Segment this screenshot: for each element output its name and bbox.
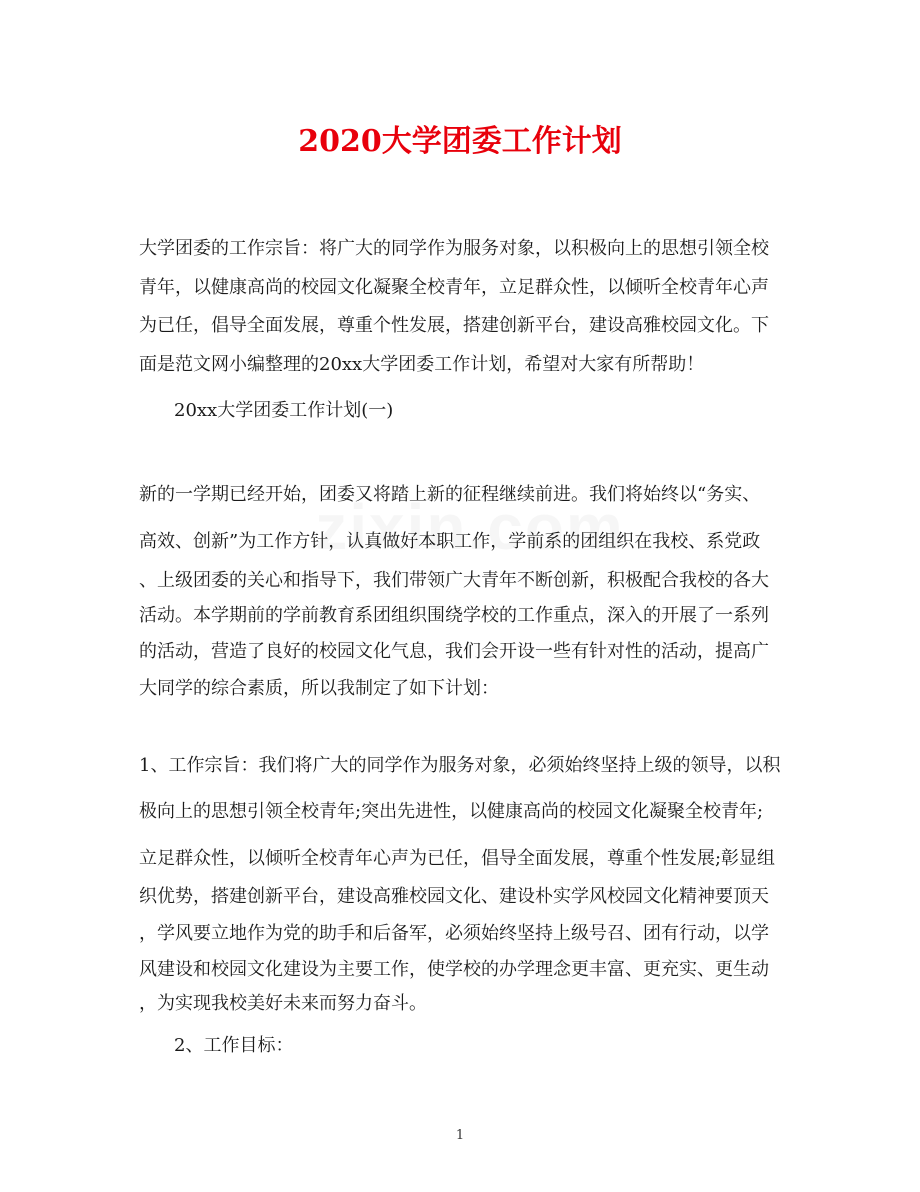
section-heading: 2、工作目标： [174,1035,294,1056]
paragraph-line: 面是范文网小编整理的20xx大学团委工作计划，希望对大家有所帮助！ [139,354,705,375]
paragraph-line: 大同学的综合素质，所以我制定了如下计划： [139,678,499,699]
paragraph-line: 1、工作宗旨：我们将广大的同学作为服务对象，必须始终坚持上级的领导，以积 [139,755,781,776]
paragraph-line: 新的一学期已经开始，团委又将踏上新的征程继续前进。我们将始终以“务实、 [139,484,761,505]
section-heading: 20xx大学团委工作计划(一) [174,400,394,421]
paragraph-line: 立足群众性，以倾听全校青年心声为已任，倡导全面发展，尊重个性发展;彰显组 [139,848,776,869]
paragraph-line: 风建设和校园文化建设为主要工作，使学校的办学理念更丰富、更充实、更生动 [139,959,769,980]
paragraph-line: 织优势，搭建创新平台，建设高雅校园文化、建设朴实学风校园文化精神要顶天 [139,886,769,907]
paragraph-line: 的活动，营造了良好的校园文化气息，我们会开设一些有针对性的活动，提高广 [139,641,769,662]
paragraph-line: 大学团委的工作宗旨：将广大的同学作为服务对象，以积极向上的思想引领全校 [139,238,769,259]
paragraph-line: 青年，以健康高尚的校园文化凝聚全校青年，立足群众性，以倾听全校青年心声 [139,277,769,298]
page-number: 1 [455,1128,465,1143]
paragraph-line: ，学风要立地作为党的助手和后备军，必须始终坚持上级号召、团有行动，以学 [139,923,769,944]
paragraph-line: 活动。本学期前的学前教育系团组织围绕学校的工作重点，深入的开展了一系列 [139,605,769,626]
paragraph-line: 、上级团委的关心和指导下，我们带领广大青年不断创新，积极配合我校的各大 [139,570,769,591]
paragraph-line: 极向上的思想引领全校青年;突出先进性，以健康高尚的校园文化凝聚全校青年; [139,801,764,822]
paragraph-line: 为已任，倡导全面发展，尊重个性发展，搭建创新平台，建设高雅校园文化。下 [139,315,769,336]
document-title: 2020大学团委工作计划 [298,124,622,159]
paragraph-line: ，为实现我校美好未来而努力奋斗。 [139,993,427,1014]
paragraph-line: 高效、创新”为工作方针，认真做好本职工作，学前系的团组织在我校、系党政 [139,531,761,552]
